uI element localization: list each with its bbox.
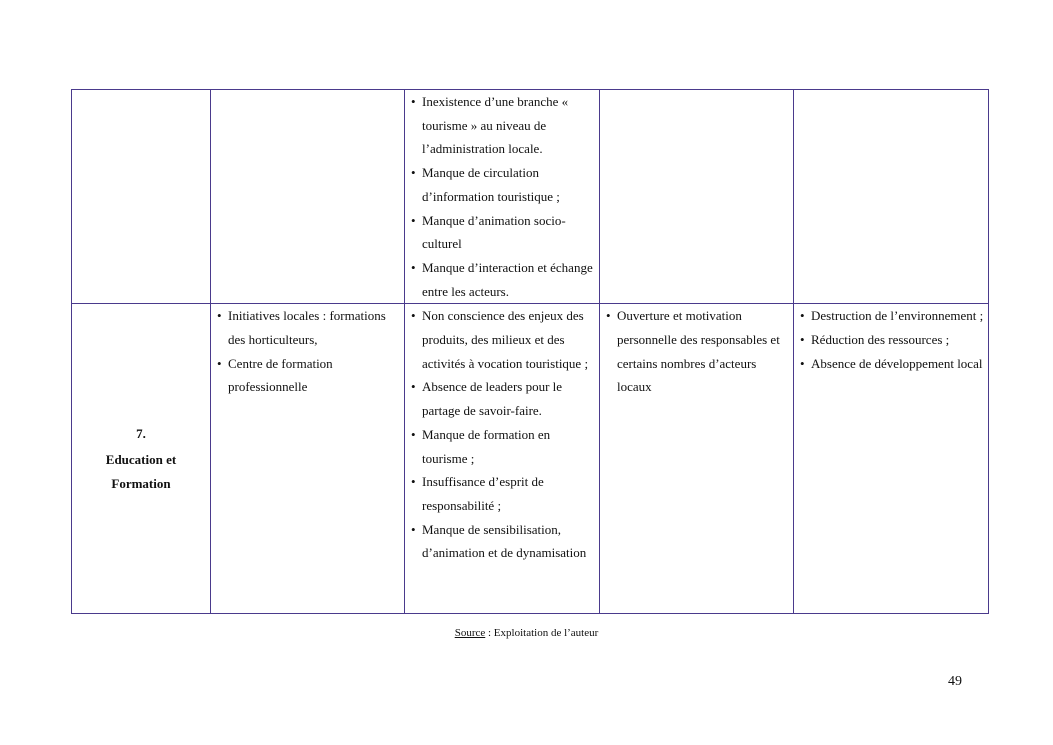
list-item: • Manque de sensibilisation, d’animation et de dynamisation [410,518,595,565]
list-item: • Initiatives locales : formations des horticulteurs, [216,304,400,351]
list-item: • Manque d’interaction et échange entre les acteurs. [410,256,595,303]
list-item: • Non conscience des enjeux des produits, des milieux et des activités à vocation touristique ; [410,304,595,375]
list-item: • Réduction des ressources ; [799,328,984,352]
table-row [72,304,989,614]
list-item: • Absence de leaders pour le partage de savoir-faire. [410,375,595,422]
category-number: 7. [136,426,146,442]
bullet-list [211,304,404,399]
source-label: Source [454,627,486,639]
category-cell [72,304,211,614]
source-text: : Exploitation de l’auteur [485,627,599,639]
list-item: • Centre de formation professionnelle [216,352,400,399]
bullet-list [405,90,599,303]
opportunities-cell [600,304,794,614]
weaknesses-cell [405,304,600,614]
swot-table [71,89,989,614]
bullet-list [600,304,793,399]
strengths-cell [211,90,405,304]
list-item: • Manque de formation en tourisme ; [410,423,595,470]
list-item: • Manque de circulation d’information touristique ; [410,161,595,208]
category-cell [72,90,211,304]
category-label: Education et Formation [105,451,177,491]
list-item: • Inexistence d’une branche « tourisme » au niveau de l’administration locale. [410,90,595,161]
source-caption [0,627,1053,639]
list-item: • Destruction de l’environnement ; [799,304,984,328]
bullet-list [405,304,599,565]
bullet-list [794,304,988,375]
strengths-cell [211,304,405,614]
threats-cell [794,304,989,614]
threats-cell [794,90,989,304]
list-item: • Ouverture et motivation personnelle des responsables et certains nombres d’acteurs locaux [605,304,789,399]
list-item: • Absence de développement local [799,352,984,376]
table-row [72,90,989,304]
weaknesses-cell [405,90,600,304]
list-item: • Manque d’animation socio-culturel [410,209,595,256]
opportunities-cell [600,90,794,304]
page-number: 49 [948,674,962,689]
list-item: • Insuffisance d’esprit de responsabilité ; [410,470,595,517]
